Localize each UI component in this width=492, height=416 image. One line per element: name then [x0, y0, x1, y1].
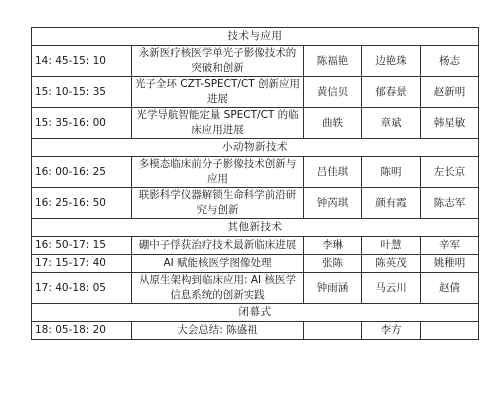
time-cell: 15: 35-16: 00	[32, 108, 132, 139]
table-row	[32, 46, 479, 77]
speaker-cell: 钟雨涵	[304, 273, 362, 304]
table-row	[32, 322, 479, 340]
speaker-cell: 张陈	[304, 255, 362, 273]
host-cell: 姚稚明	[421, 255, 479, 273]
table-row	[32, 255, 479, 273]
topic-cell: 光学导航智能定量 SPECT/CT 的临床应用进展	[132, 108, 304, 139]
topic-cell: 硼中子俘获治疗技术最新临床进展	[132, 237, 304, 255]
time-cell: 14: 45-15: 10	[32, 46, 132, 77]
speaker-cell: 曲轶	[304, 108, 362, 139]
host-cell: 辛军	[421, 237, 479, 255]
table-row	[32, 77, 479, 108]
time-cell: 18: 05-18: 20	[32, 322, 132, 340]
host-cell: 杨志	[421, 46, 479, 77]
speaker-cell: 黄信贝	[304, 77, 362, 108]
host-cell: 叶慧	[362, 237, 421, 255]
speaker-cell: 陈福艳	[304, 46, 362, 77]
table-row	[32, 108, 479, 139]
section-title: 闭幕式	[32, 304, 479, 322]
host-cell: 韩星敏	[421, 108, 479, 139]
time-cell: 17: 15-17: 40	[32, 255, 132, 273]
section-header-row	[32, 28, 479, 46]
host-cell: 赵倩	[421, 273, 479, 304]
host-cell: 陈明	[362, 157, 421, 188]
time-cell: 16: 50-17: 15	[32, 237, 132, 255]
host-cell: 左长京	[421, 157, 479, 188]
section-header-row	[32, 139, 479, 157]
host-cell: 章斌	[362, 108, 421, 139]
host-cell: 马云川	[362, 273, 421, 304]
section-header-row	[32, 219, 479, 237]
section-title: 小动物新技术	[32, 139, 479, 157]
topic-cell: 大会总结: 陈盛祖	[132, 322, 304, 340]
time-cell: 16: 00-16: 25	[32, 157, 132, 188]
table-row	[32, 237, 479, 255]
section-header-row	[32, 304, 479, 322]
host-cell: 陈英茂	[362, 255, 421, 273]
topic-cell: 联影科学仪器解锁生命科学前沿研究与创新	[132, 188, 304, 219]
speaker-cell: 李琳	[304, 237, 362, 255]
topic-cell: 从原生架构到临床应用: AI 核医学信息系统的创新实践	[132, 273, 304, 304]
schedule-table	[31, 27, 479, 340]
host-cell: 赵新明	[421, 77, 479, 108]
host-cell: 李方	[362, 322, 421, 340]
time-cell: 16: 25-16: 50	[32, 188, 132, 219]
topic-cell: 光子全环 CZT-SPECT/CT 创新应用进展	[132, 77, 304, 108]
host-cell: 颜有霞	[362, 188, 421, 219]
section-title: 技术与应用	[32, 28, 479, 46]
topic-cell: 永新医疗核医学单光子影像技术的突破和创新	[132, 46, 304, 77]
table-row	[32, 188, 479, 219]
table-row	[32, 273, 479, 304]
host-cell: 郁春景	[362, 77, 421, 108]
speaker-cell: 吕佳琪	[304, 157, 362, 188]
speaker-cell	[304, 322, 362, 340]
host-cell: 陈志军	[421, 188, 479, 219]
host-cell: 边艳珠	[362, 46, 421, 77]
time-cell: 17: 40-18: 05	[32, 273, 132, 304]
table-row	[32, 157, 479, 188]
speaker-cell: 钟芮琪	[304, 188, 362, 219]
host-cell	[421, 322, 479, 340]
section-title: 其他新技术	[32, 219, 479, 237]
topic-cell: 多模态临床前分子影像技术创新与应用	[132, 157, 304, 188]
topic-cell: AI 赋能核医学图像处理	[132, 255, 304, 273]
time-cell: 15: 10-15: 35	[32, 77, 132, 108]
